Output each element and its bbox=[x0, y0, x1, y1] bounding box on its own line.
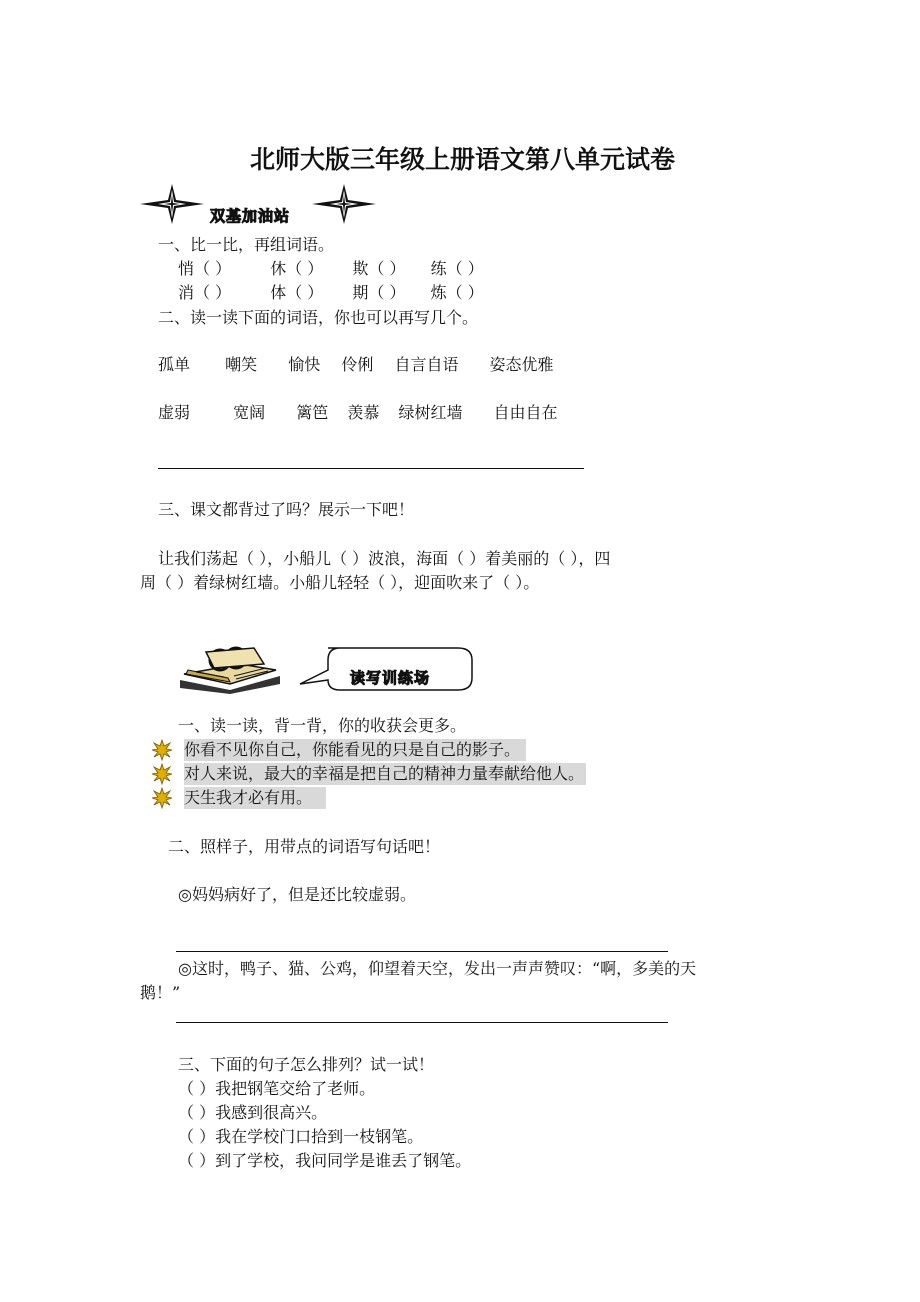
word-item: 练（ ） bbox=[430, 259, 484, 278]
word-item: 期（ ） bbox=[352, 283, 406, 302]
page-title: 北师大版三年级上册语文第八单元试卷 bbox=[250, 145, 676, 174]
word-item: 绿树红墙 bbox=[398, 403, 463, 422]
word-item: 孤单 bbox=[158, 355, 191, 374]
word-item: 炼（ ） bbox=[430, 283, 484, 302]
example-sentence: ◎这时，鸭子、猫、公鸡，仰望着天空，发出一声声赞叹：“啊，多美的天 bbox=[178, 959, 697, 978]
quote-item: 对人来说，最大的幸福是把自己的精神力量奉献给他人。 bbox=[184, 764, 585, 783]
sun-bullet-icon bbox=[152, 788, 172, 808]
example-sentence: ◎妈妈病好了，但是还比较虚弱。 bbox=[178, 885, 416, 904]
quote-item: 天生我才必有用。 bbox=[184, 787, 326, 809]
fill-blank-text: 周（ ）着绿树红墙。小船儿轻轻（ ），迎面吹来了（ ）。 bbox=[140, 573, 540, 592]
word-item: 休（ ） bbox=[270, 259, 324, 278]
question-heading: 二、读一读下面的词语，你也可以再写几个。 bbox=[158, 308, 479, 327]
word-item: 自言自语 bbox=[394, 355, 459, 374]
question-heading: 三、下面的句子怎么排列？试一试！ bbox=[178, 1055, 435, 1074]
word-item: 自由自在 bbox=[493, 403, 558, 422]
answer-line[interactable] bbox=[176, 951, 668, 952]
ordering-item: （ ）到了学校，我问同学是谁丢了钢笔。 bbox=[178, 1151, 472, 1170]
question-heading: 三、课文都背过了吗？展示一下吧！ bbox=[158, 500, 415, 519]
word-item: 姿态优雅 bbox=[489, 355, 554, 374]
answer-line[interactable] bbox=[176, 1022, 668, 1023]
word-row bbox=[178, 282, 484, 304]
word-item: 愉快 bbox=[288, 355, 321, 374]
compass-star-icon bbox=[140, 184, 204, 224]
compass-star-icon bbox=[312, 184, 376, 224]
fill-blank-text: 让我们荡起（ ），小船儿（ ）波浪，海面（ ）着美丽的（ ），四 bbox=[158, 549, 611, 568]
word-list-row bbox=[158, 354, 554, 376]
word-item: 宽阔 bbox=[233, 403, 266, 422]
word-item: 悄（ ） bbox=[178, 259, 232, 278]
word-item: 嘲笑 bbox=[225, 355, 258, 374]
word-item: 篱笆 bbox=[296, 403, 329, 422]
ordering-item: （ ）我感到很高兴。 bbox=[178, 1103, 328, 1122]
word-item: 欺（ ） bbox=[352, 259, 406, 278]
question-heading: 二、照样子，用带点的词语写句话吧！ bbox=[168, 837, 441, 856]
section-banner-reading: 读写训练场 bbox=[350, 669, 431, 687]
answer-line[interactable] bbox=[158, 468, 584, 469]
sun-bullet-icon bbox=[152, 764, 172, 784]
word-item: 体（ ） bbox=[270, 283, 324, 302]
word-item: 伶俐 bbox=[341, 355, 374, 374]
word-item: 虚弱 bbox=[158, 403, 191, 422]
word-item: 羡慕 bbox=[347, 403, 380, 422]
example-sentence-cont: 鹅！” bbox=[140, 983, 181, 1002]
question-heading: 一、比一比，再组词语。 bbox=[158, 235, 335, 254]
ordering-item: （ ）我把钢笔交给了老师。 bbox=[178, 1079, 376, 1098]
question-heading: 一、读一读，背一背，你的收获会更多。 bbox=[178, 716, 467, 735]
section-banner-basics: 双基加油站 bbox=[210, 207, 291, 225]
open-book-icon bbox=[176, 646, 284, 694]
word-list-row bbox=[158, 402, 558, 424]
word-row bbox=[178, 258, 484, 280]
word-item: 消（ ） bbox=[178, 283, 232, 302]
ordering-item: （ ）我在学校门口拾到一枝钢笔。 bbox=[178, 1127, 424, 1146]
sun-bullet-icon bbox=[152, 740, 172, 760]
quote-item: 你看不见你自己，你能看见的只是自己的影子。 bbox=[184, 739, 526, 761]
